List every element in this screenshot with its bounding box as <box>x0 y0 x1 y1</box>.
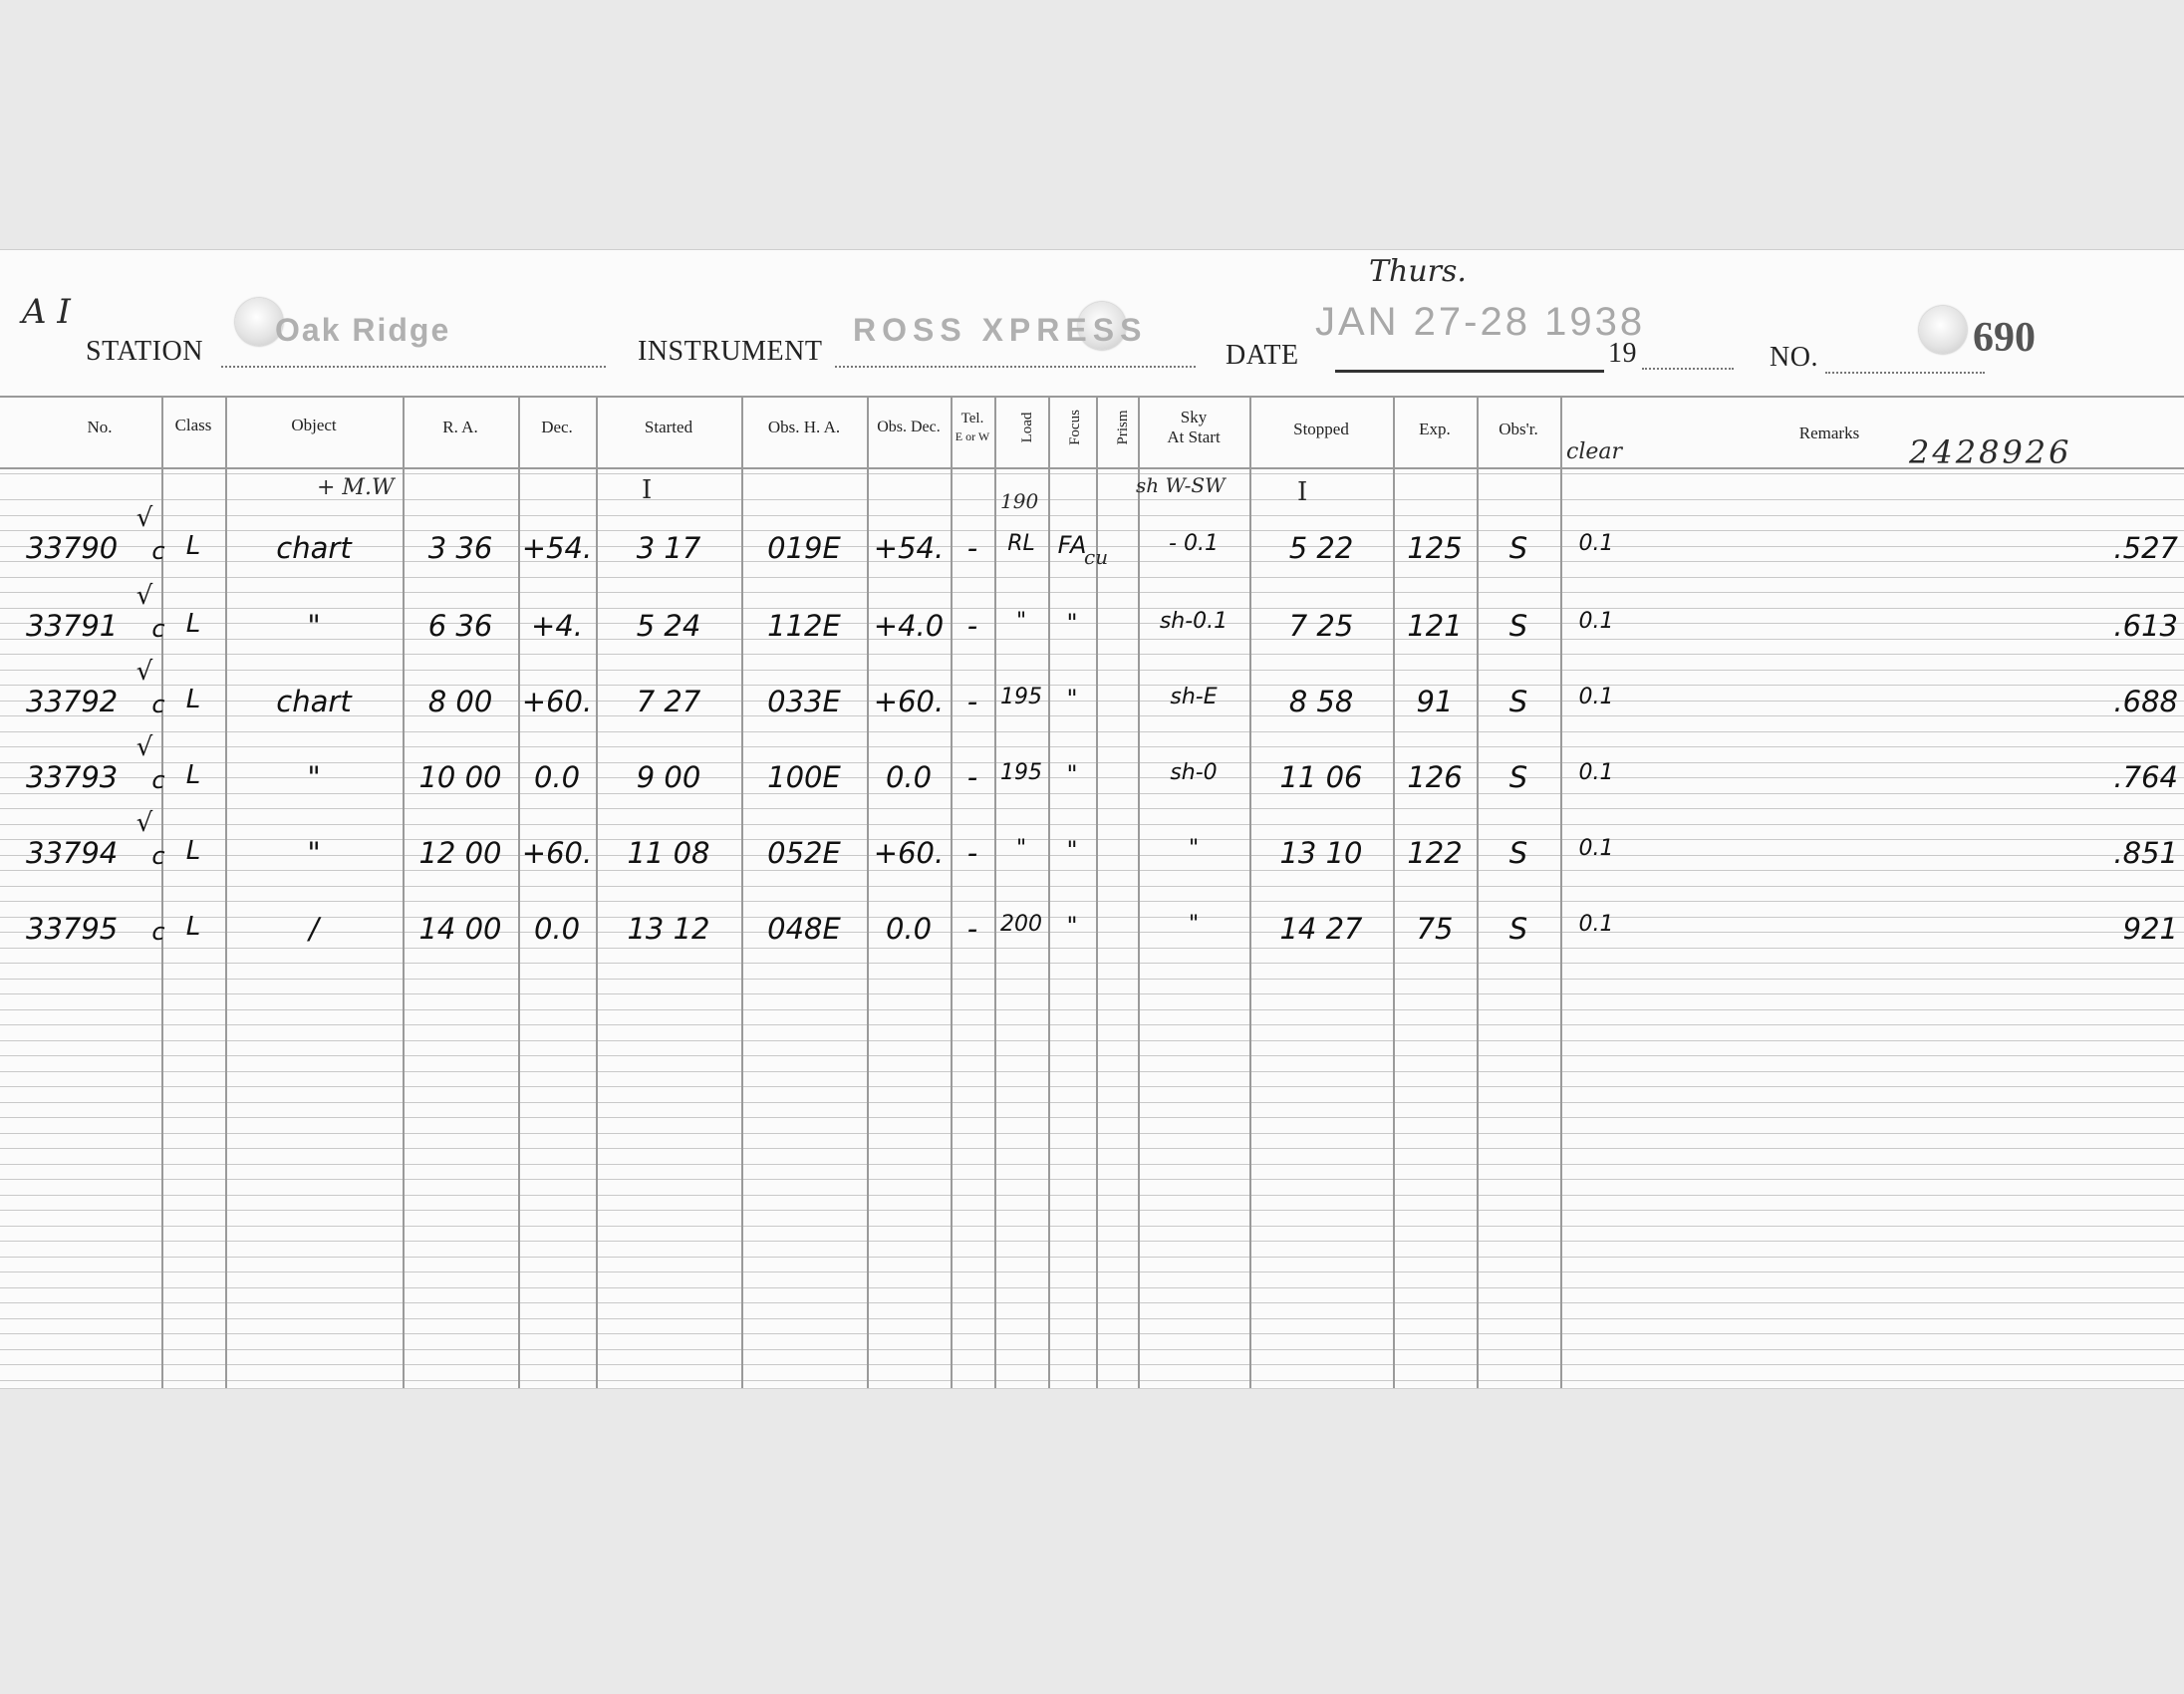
date-dotline <box>1335 370 1604 373</box>
col-header-ra: R. A. <box>442 418 478 436</box>
cell-started: 7 27 <box>636 685 701 718</box>
cell-remark: .851 <box>2113 836 2178 870</box>
instrument-value: ROSS XPRESS <box>853 312 1148 348</box>
header-top-line <box>0 396 2184 398</box>
cell-object: / <box>309 912 319 946</box>
ruled-line <box>0 1302 2184 1303</box>
table-row <box>0 732 2184 808</box>
cell-check: √ <box>136 581 153 611</box>
cell-check: √ <box>136 657 153 687</box>
cell-obsr-extra: 0.1 <box>1578 609 1614 634</box>
cell-obsr-extra: 0.1 <box>1578 685 1614 709</box>
cell-remark: .764 <box>2113 760 2178 794</box>
cell-obs-dec: +4.0 <box>873 609 945 643</box>
cell-object: " <box>307 760 321 794</box>
cell-tel: - <box>966 760 978 794</box>
cell-no: 33795 <box>26 912 119 946</box>
cell-obsr-extra: 0.1 <box>1578 760 1614 785</box>
cell-tel: - <box>966 685 978 718</box>
cell-c-mark: c <box>151 691 165 718</box>
ruled-line <box>0 1364 2184 1365</box>
cell-no: 33790 <box>26 531 119 565</box>
cell-stopped: 14 27 <box>1279 912 1363 946</box>
cell-load: 195 <box>1000 760 1042 785</box>
cell-class: L <box>185 836 201 866</box>
instrument-dotline <box>835 366 1196 368</box>
header-bottom-line-2 <box>0 473 2184 474</box>
cell-stopped: 5 22 <box>1288 531 1354 565</box>
observation-card <box>0 249 2184 1389</box>
cell-ra: 10 00 <box>418 760 502 794</box>
started-top-note: I <box>642 475 653 505</box>
col-header-obs-dec: Obs. Dec. <box>877 419 941 435</box>
cell-obs-dec: +60. <box>873 836 945 870</box>
cell-remark: .688 <box>2113 685 2178 718</box>
cell-exp: 75 <box>1416 912 1454 946</box>
cell-tel: - <box>966 912 978 946</box>
cell-focus: " <box>1066 912 1078 940</box>
col-header-stopped: Stopped <box>1293 420 1349 438</box>
cell-class: L <box>185 760 201 790</box>
cell-obsr-extra: 0.1 <box>1578 531 1614 556</box>
ruled-line <box>0 1241 2184 1242</box>
load-top-note: 190 <box>1000 489 1039 513</box>
cell-obs-dec: +54. <box>873 531 945 565</box>
cell-focus: " <box>1066 836 1078 864</box>
cell-exp: 91 <box>1416 685 1454 718</box>
cell-load: " <box>1015 609 1027 634</box>
cell-focus: FA <box>1057 531 1087 559</box>
cell-started: 3 17 <box>636 531 701 565</box>
cell-started: 5 24 <box>636 609 701 643</box>
cell-exp: 126 <box>1407 760 1463 794</box>
cell-no: 33791 <box>26 609 119 643</box>
cell-dec: 0.0 <box>533 760 581 794</box>
ruled-line <box>0 1102 2184 1103</box>
ruled-line <box>0 1009 2184 1010</box>
cell-check: √ <box>136 808 153 838</box>
cell-object: " <box>307 836 321 870</box>
cell-exp: 122 <box>1407 836 1463 870</box>
card-number: 690 <box>1973 315 2036 361</box>
ruled-line <box>0 1071 2184 1072</box>
cell-sky: " <box>1188 912 1200 937</box>
remarks-side-note: clear <box>1566 439 1623 464</box>
cell-started: 11 08 <box>627 836 710 870</box>
ruled-line <box>0 886 2184 887</box>
cell-dec: +60. <box>521 685 593 718</box>
ruled-line <box>0 1148 2184 1149</box>
cell-obs-ha: 033E <box>767 685 841 718</box>
ruled-line <box>0 1117 2184 1118</box>
cell-c-mark: c <box>151 537 165 565</box>
col-header-sky <box>1138 408 1249 447</box>
cell-dec: 0.0 <box>533 912 581 946</box>
col-header-tel <box>951 410 994 445</box>
cell-tel: - <box>966 609 978 643</box>
cell-obsr: S <box>1508 912 1528 946</box>
col-header-sky-line2: At Start <box>1167 427 1221 446</box>
ruled-line <box>0 979 2184 980</box>
stopped-top-note: I <box>1297 477 1308 507</box>
station-dotline <box>221 366 606 368</box>
cell-load: 195 <box>1000 685 1042 709</box>
ruled-line <box>0 1210 2184 1211</box>
ruled-line <box>0 1271 2184 1272</box>
ruled-line <box>0 963 2184 964</box>
cell-check: √ <box>136 503 153 533</box>
col-header-exp: Exp. <box>1419 420 1451 438</box>
cell-obs-ha: 100E <box>767 760 841 794</box>
cell-obs-dec: +60. <box>873 685 945 718</box>
cell-obs-dec: 0.0 <box>885 760 933 794</box>
cell-remark: 921 <box>2122 912 2178 946</box>
ruled-line <box>0 808 2184 809</box>
cell-stopped: 11 06 <box>1279 760 1363 794</box>
cell-no: 33792 <box>26 685 119 718</box>
cell-obs-ha: 052E <box>767 836 841 870</box>
ruled-line <box>0 1318 2184 1319</box>
cell-stopped: 8 58 <box>1288 685 1354 718</box>
cell-obs-dec: 0.0 <box>885 912 933 946</box>
col-header-load: Load <box>1019 412 1035 443</box>
cell-remark: .613 <box>2113 609 2178 643</box>
cell-obsr-extra: 0.1 <box>1578 912 1614 937</box>
ruled-line <box>0 1257 2184 1258</box>
ruled-line <box>0 1195 2184 1196</box>
cell-sky: " <box>1188 836 1200 861</box>
cell-obsr: S <box>1508 836 1528 870</box>
cell-started: 9 00 <box>636 760 701 794</box>
cell-load: RL <box>1007 531 1035 556</box>
cell-focus: " <box>1066 760 1078 788</box>
col-header-remarks: Remarks <box>1798 424 1860 442</box>
table-row <box>0 890 2184 960</box>
year-dotline <box>1642 368 1734 370</box>
cell-sky: sh-0 <box>1170 760 1218 785</box>
cell-no: 33794 <box>26 836 119 870</box>
year-prefix: 19 <box>1608 338 1637 369</box>
ruled-line <box>0 1086 2184 1087</box>
cell-dec: +4. <box>531 609 583 643</box>
cell-dec: +54. <box>521 531 593 565</box>
corner-mark: A I <box>22 292 71 332</box>
cell-ra: 8 00 <box>427 685 493 718</box>
date-label: DATE <box>1226 340 1299 371</box>
cell-object: chart <box>276 685 352 718</box>
cell-class: L <box>185 912 201 942</box>
object-top-note: + M.W <box>317 475 395 500</box>
cell-ra: 12 00 <box>418 836 502 870</box>
cell-focus: " <box>1066 609 1078 637</box>
col-header-started: Started <box>644 418 693 436</box>
col-header-object: Object <box>291 416 337 434</box>
col-header-prism: Prism <box>1115 410 1131 445</box>
cell-c-mark: c <box>151 918 165 946</box>
cell-obsr: S <box>1508 531 1528 565</box>
ruled-line <box>0 1179 2184 1180</box>
cell-obs-ha: 112E <box>767 609 841 643</box>
cell-c-mark: c <box>151 615 165 643</box>
date-value: JAN 27-28 1938 <box>1315 300 1646 344</box>
cell-no: 33793 <box>26 760 119 794</box>
ruled-line <box>0 993 2184 994</box>
cell-dec: +60. <box>521 836 593 870</box>
cell-class: L <box>185 609 201 639</box>
col-header-tel-line1: Tel. <box>960 411 984 426</box>
station-label: STATION <box>86 336 203 367</box>
cell-load: 200 <box>1000 912 1042 937</box>
cell-class: L <box>185 531 201 561</box>
col-header-dec: Dec. <box>541 418 573 436</box>
cell-stopped: 13 10 <box>1279 836 1363 870</box>
table-row <box>0 503 2184 579</box>
cell-exp: 121 <box>1407 609 1463 643</box>
cell-obsr-extra: 0.1 <box>1578 836 1614 861</box>
cell-sky: sh-0.1 <box>1159 609 1228 634</box>
cell-tel: - <box>966 836 978 870</box>
cell-obsr: S <box>1508 760 1528 794</box>
cell-focus: " <box>1066 685 1078 712</box>
col-header-obs-ha: Obs. H. A. <box>767 418 841 436</box>
cell-obs-ha: 019E <box>767 531 841 565</box>
instrument-label: INSTRUMENT <box>638 336 823 367</box>
cell-class: L <box>185 685 201 714</box>
table-row <box>0 581 2184 657</box>
number-label: NO. <box>1770 342 1818 373</box>
cell-load: " <box>1015 836 1027 861</box>
col-header-sky-line1: Sky <box>1180 408 1208 426</box>
ruled-line <box>0 1333 2184 1334</box>
focus-sub-note: cu <box>1084 545 1109 569</box>
cell-remark: .527 <box>2113 531 2178 565</box>
table-row <box>0 808 2184 884</box>
cell-object: " <box>307 609 321 643</box>
ruled-line <box>0 1226 2184 1227</box>
number-dotline <box>1825 372 1985 374</box>
cell-ra: 6 36 <box>427 609 493 643</box>
table-row <box>0 657 2184 732</box>
ruled-line <box>0 1040 2184 1041</box>
cell-object: chart <box>276 531 352 565</box>
punch-hole-right <box>1919 306 1967 354</box>
julian-date: 2428926 <box>1909 433 2072 471</box>
sky-top-note: sh W-SW <box>1136 473 1226 497</box>
cell-c-mark: c <box>151 842 165 870</box>
cell-c-mark: c <box>151 766 165 794</box>
cell-started: 13 12 <box>627 912 710 946</box>
cell-obsr: S <box>1508 685 1528 718</box>
col-header-tel-line2: E or W <box>955 429 990 443</box>
ruled-line <box>0 1024 2184 1025</box>
col-header-class: Class <box>174 416 212 434</box>
cell-tel: - <box>966 531 978 565</box>
date-annotation: Thurs. <box>1369 254 1467 289</box>
cell-sky: sh-E <box>1170 685 1218 709</box>
col-header-focus: Focus <box>1067 410 1083 445</box>
ruled-line <box>0 1380 2184 1381</box>
cell-obs-ha: 048E <box>767 912 841 946</box>
cell-obsr: S <box>1508 609 1528 643</box>
station-value: Oak Ridge <box>275 312 451 348</box>
cell-ra: 14 00 <box>418 912 502 946</box>
col-header-obsr: Obs'r. <box>1499 420 1538 438</box>
ruled-line <box>0 1133 2184 1134</box>
cell-stopped: 7 25 <box>1288 609 1354 643</box>
cell-exp: 125 <box>1407 531 1463 565</box>
col-header-no: No. <box>87 418 113 436</box>
header-bottom-line <box>0 467 2184 469</box>
ruled-line <box>0 1349 2184 1350</box>
cell-check: √ <box>136 732 153 762</box>
cell-ra: 3 36 <box>427 531 493 565</box>
ruled-line <box>0 1055 2184 1056</box>
ruled-line <box>0 1164 2184 1165</box>
ruled-line <box>0 1287 2184 1288</box>
cell-sky: - 0.1 <box>1169 531 1219 556</box>
